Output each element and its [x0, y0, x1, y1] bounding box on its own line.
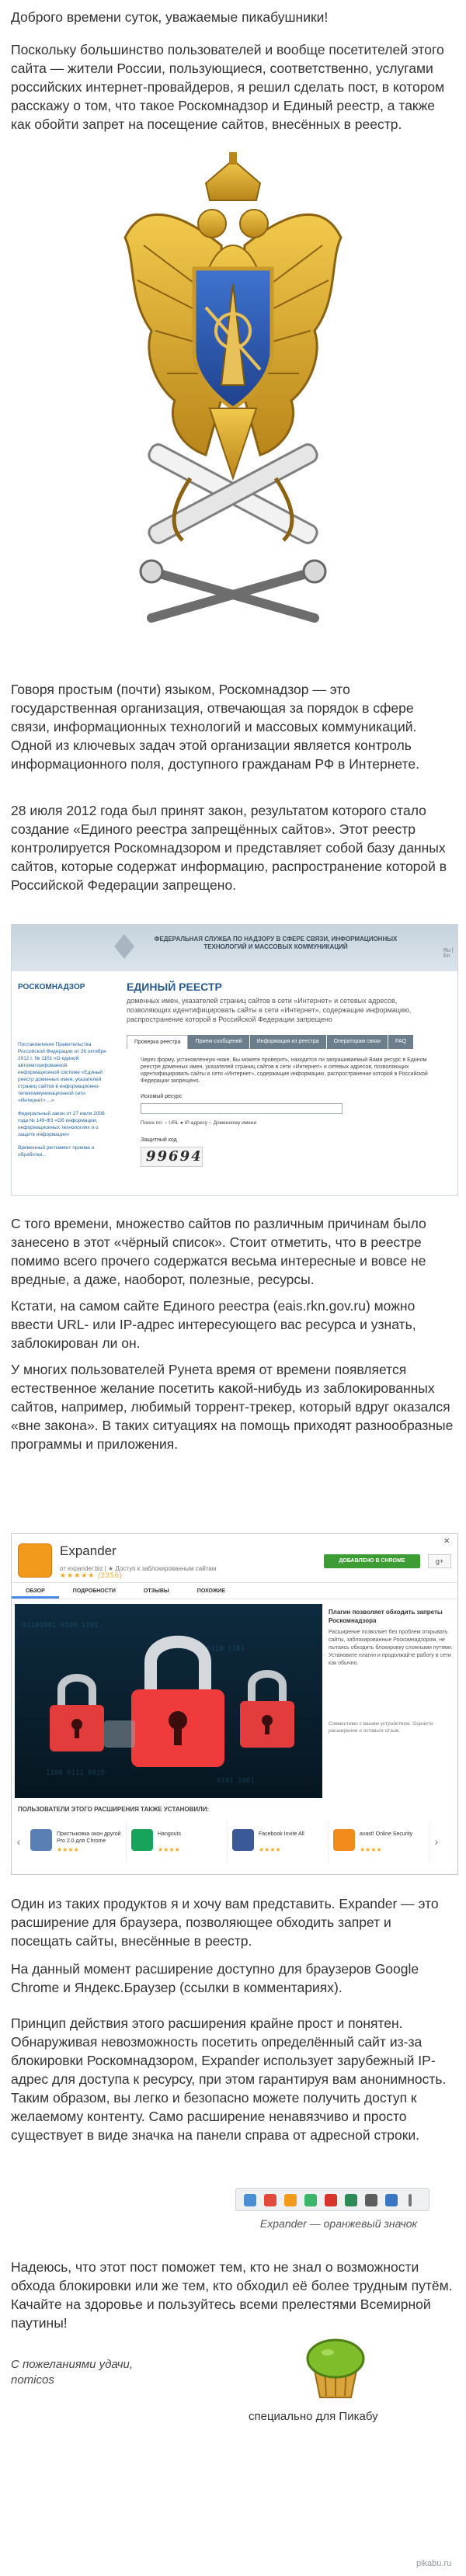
- site-footer[interactable]: pikabu.ru: [416, 2559, 452, 2568]
- paragraph-expander: Один из таких продуктов я и хочу вам представить. Expander — это расширение для браузера, позволяющее обходить запрет и посещать сайты, внесённые в реестр.: [11, 1896, 439, 1949]
- related-card-stars: ★★★★: [259, 1846, 281, 1853]
- signature: [11, 2357, 133, 2388]
- expander-logo-icon: [18, 1543, 52, 1578]
- install-button[interactable]: ДОБАВЛЕНО В CHROME: [324, 1554, 420, 1568]
- paragraph-principle: Принцип действия этого расширения крайне прост и понятен. Обнаруживая невозможность посетить определённый сайт из-за блокировки Роскомнадзором, Expander использует зарубежный IP-адрес для доступа к ресурсу, при этом гарантируя вам анонимность. Таким образом, вы легко и безопасно можете получить доступ к желаемому контенту. Само расширение ненавязчиво и просто существует в виде значка на панели справа от адресной строки.: [11, 2015, 447, 2143]
- related-card-title: avast! Online Security: [360, 1831, 413, 1837]
- registry-main-text: Через форму, установленную ниже, Вы можете проверить, находится ли запрашиваемый Вами ресурс в Едином реестре доменных имен, указателей страниц сайтов в сети «Интернет» и сетевых адресов, позволяющих идентифицировать сайты в сети «Интернет», содержащие информацию, распространение которой в Российской Федерации запрещено.: [141, 1057, 428, 1084]
- registry-header-title: ФЕДЕРАЛЬНАЯ СЛУЖБА ПО НАДЗОРУ В СФЕРЕ СВЯЗИ, ИНФОРМАЦИОННЫХ ТЕХНОЛОГИЙ И МАССОВЫХ КОММУНИКАЦИЙ: [154, 936, 398, 950]
- paragraph-law: 28 июля 2012 года был принят закон, результатом которого стало создание «Единого реестра запрещённых сайтов». Этот реестр контролируется Роскомнадзором и представляет собой базу данных сайтов, которые содержат информацию, распространение которой в Российской Федерации запрещено.: [11, 803, 447, 893]
- tab-reviews[interactable]: ОТЗЫВЫ: [143, 1588, 169, 1594]
- hangouts-icon: [131, 1829, 153, 1851]
- share-button[interactable]: g+: [428, 1554, 451, 1568]
- chevron-right-icon[interactable]: ›: [434, 1835, 439, 1848]
- related-title: ПОЛЬЗОВАТЕЛИ ЭТОГО РАСШИРЕНИЯ ТАКЖЕ УСТАНОВИЛИ:: [18, 1806, 210, 1813]
- captcha-code: 99694: [146, 1148, 203, 1165]
- registry-title: ЕДИНЫЙ РЕЕСТР: [127, 981, 222, 993]
- store-header: [12, 1534, 457, 1582]
- tab-messages[interactable]: Прием сообщений: [188, 1035, 249, 1049]
- captcha-image: [141, 1147, 203, 1167]
- registry-header: [12, 925, 457, 971]
- extension-rating: ★★★★★ (2356): [60, 1571, 123, 1579]
- small-eagle-icon: [113, 932, 136, 960]
- paragraph-roskomnadzor: Говоря простым (почти) языком, Роскомнадзор — это государственная организация, отвечающая за порядок в сфере связи, информационных технологий и массовых коммуникаций. Одной из ключевых задач этой организации является контроль информационного поля, доступного гражданам РФ в Интернете.: [11, 682, 419, 772]
- toolbar-caption: Expander — оранжевый значок: [259, 2217, 418, 2230]
- svg-text:1010 0110 1101: 1010 0110 1101: [186, 1645, 245, 1653]
- related-card[interactable]: [26, 1821, 127, 1862]
- tab-check[interactable]: Проверка реестра: [127, 1035, 188, 1049]
- sidebar-link-decree[interactable]: Постановление Правительства Российской Федерации от 26 октября 2012 г. № 1101 «О единой автоматизированной информационной системе «Единый реестр доменных имен, указателей страниц сайтов в информационно-телекоммуникационной сети «Интернет» ...»: [18, 1042, 106, 1103]
- captcha-label: Защитный код: [141, 1137, 177, 1143]
- paragraph-check-site: Кстати, на самом сайте Единого реестра (eais.rkn.gov.ru) можно ввести URL- или IP-адрес интересующего вас ресурса и узнать, заблокирован ли он.: [11, 1298, 416, 1351]
- compat-note: Совместимо с вашим устройством. Оцените расширение и оставьте отзыв.: [329, 1721, 433, 1734]
- related-card-stars: ★★★★: [360, 1846, 382, 1853]
- tab-details[interactable]: ПОДРОБНОСТИ: [72, 1588, 116, 1594]
- toolbar-icon: [264, 2194, 276, 2206]
- related-card-stars: ★★★★: [158, 1846, 180, 1853]
- tab-related[interactable]: ПОХОЖИЕ: [196, 1588, 225, 1594]
- registry-site-screenshot: [11, 924, 458, 1196]
- svg-text:0101 1001: 0101 1001: [217, 1777, 255, 1785]
- search-type-radios[interactable]: Поиск по: ○ URL ● IP-адресу ○ Доменному имени: [141, 1120, 257, 1126]
- expander-toolbar-icon: [284, 2194, 297, 2206]
- extension-description-title: Плагин позволяет обходить запреты Роскомнадзора: [329, 1609, 443, 1624]
- registry-brand[interactable]: РОСКОМНАДЗОР: [18, 983, 85, 991]
- paragraph-blacklist: С того времени, множество сайтов по различным причинам было занесено в этот «чёрный список». Стоит отметить, что в реестре помимо всего прочего содержатся весьма интересные и вовсе не вредные, а даже, наоборот, полезные, ресурсы.: [11, 1216, 426, 1287]
- signature-line1: С пожеланиями удачи,: [11, 2358, 134, 2371]
- related-card-title: Facebook Invite All: [259, 1831, 304, 1837]
- tab-operators[interactable]: Операторам связи: [327, 1035, 388, 1049]
- toolbar-icon: [304, 2194, 317, 2206]
- pikabu-muffin: [300, 2331, 371, 2401]
- special-for-pikabu: специально для Пикабу: [249, 2410, 378, 2423]
- related-cards: [12, 1818, 457, 1865]
- toolbar-icon: [385, 2194, 398, 2206]
- eagle-emblem-icon: [120, 152, 346, 657]
- store-tabs: [12, 1582, 457, 1599]
- related-card[interactable]: [329, 1821, 429, 1862]
- muffin-icon: [300, 2331, 371, 2401]
- language-switch[interactable]: Ru | En: [443, 948, 454, 959]
- related-card[interactable]: [127, 1821, 228, 1862]
- extension-description: Расширение позволяет без проблем открывать сайты, заблокированные Роскомнадзором, не пытаясь обходить блокировку сложными путями. Установите плагин и продолжайте работу в сети как обычно.: [329, 1630, 453, 1666]
- toolbar-icon: [325, 2194, 337, 2206]
- toolbar-icon: [345, 2194, 357, 2206]
- padlocks-image-icon: [15, 1604, 322, 1798]
- paragraph-intro: Поскольку большинство пользователей и вообще посетителей этого сайта — жители России, пользующиеся, соответственно, услугами российских интернет-провайдеров, я решил сделать пост, в котором расскажу о том, что такое Роскомнадзор и Единый реестр, а также как обойти запрет на посещение сайтов, внесённых в реестр.: [11, 42, 445, 132]
- expander-store-screenshot: [11, 1533, 458, 1875]
- chevron-left-icon[interactable]: ‹: [16, 1835, 21, 1848]
- toolbar-icon: [365, 2194, 377, 2206]
- related-card-stars: ★★★★: [57, 1846, 79, 1853]
- tab-overview[interactable]: ОБЗОР: [12, 1583, 59, 1599]
- registry-description: доменных имен, указателей страниц сайтов в сети «Интернет» и сетевых адресов, позволяющих идентифицировать сайты в сети «Интернет», содержащие информацию, распространение которой в Российской Федерации запрещено: [127, 997, 412, 1023]
- search-input[interactable]: [141, 1103, 343, 1114]
- tab-info[interactable]: Информация из реестра: [250, 1035, 327, 1049]
- paragraph-users: У многих пользователей Рунета время от времени появляется естественное желание посетить какой-нибудь из заблокированных сайтов, например, любимый торрент-трекер, который вдруг оказался «вне закона». В таких ситуациях на помощь приходят разнообразные программы и приложения.: [11, 1362, 454, 1452]
- signature-line2: nomicos: [11, 2373, 54, 2387]
- extension-meta[interactable]: от expander.biz | ★ Доступ к заблокированным сайтам: [60, 1565, 217, 1572]
- paragraph-closing: Надеюсь, что этот пост поможет тем, кто не знал о возможности обхода блокировки или же тем, кто обходил её более трудным путём. Качайте на здоровье и пользуйтесь всеми прелестями Всемирной паутины!: [11, 2259, 453, 2331]
- toolbar-icon: [244, 2194, 256, 2206]
- svg-text:01101001 0100 1101: 01101001 0100 1101: [23, 1622, 99, 1630]
- app-icon: [30, 1829, 52, 1851]
- close-icon[interactable]: ✕: [443, 1537, 450, 1546]
- menu-icon: [409, 2194, 412, 2206]
- browser-toolbar-screenshot: [235, 2188, 429, 2211]
- related-card-title: Пристыковкa окон другой Pro 2.0 для Chrome: [57, 1831, 121, 1844]
- greeting: Доброго времени суток, уважаемые пикабушники!: [11, 9, 329, 25]
- related-card[interactable]: [228, 1821, 329, 1862]
- roskomnadzor-emblem: [120, 152, 346, 657]
- avast-icon: [333, 1829, 355, 1851]
- padlocks-screenshot: [15, 1604, 322, 1798]
- search-label: Искомый ресурс: [141, 1094, 183, 1099]
- svg-text:1100 0111 0010: 1100 0111 0010: [46, 1769, 105, 1777]
- sidebar-link-law[interactable]: Федеральный закон от 27 июля 2006 года № 149-ФЗ «Об информации, информационных технологиях и о защите информации»: [18, 1111, 105, 1137]
- sidebar-link-reglament[interactable]: Временный регламент приема и обработки...: [18, 1145, 95, 1158]
- paragraph-browsers: На данный момент расширение доступно для браузеров Google Chrome и Яндекс.Браузер (ссылки в комментариях).: [11, 1961, 419, 1995]
- tab-faq[interactable]: FAQ: [388, 1035, 414, 1049]
- registry-sidebar: [18, 1041, 110, 1165]
- facebook-icon: [232, 1829, 254, 1851]
- registry-tabs: [127, 1035, 414, 1049]
- extension-name: Expander: [60, 1543, 116, 1558]
- related-card-title: Hangouts: [158, 1831, 181, 1837]
